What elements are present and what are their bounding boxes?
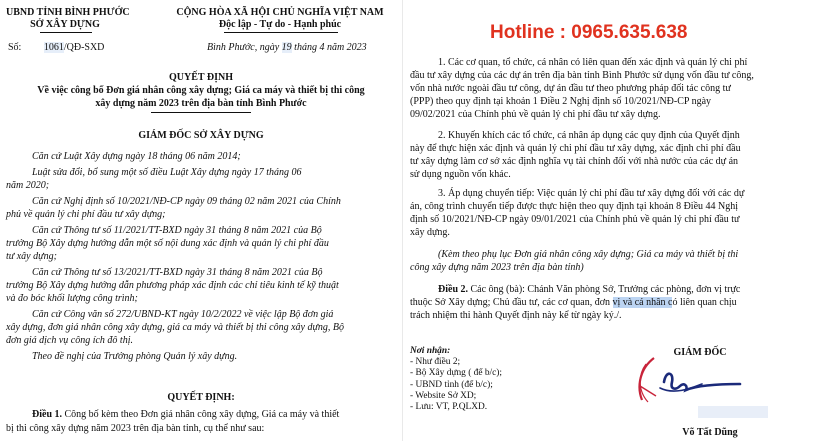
recipients-title: Nơi nhận: <box>410 346 451 356</box>
subject-underline <box>151 112 251 113</box>
article-1-line-2: bị thi công xây dựng năm 2023 trên địa bàn tỉnh, cụ thể như sau: <box>6 423 265 434</box>
transition-paragraph: 3. Áp dụng chuyển tiếp: Việc quản lý chi phí đầu tư xây dựng đối với các dự án, công trình chuyển tiếp được thực hiện theo quy định tại khoản 8 Điều 44 Nghị định số 10/2021/NĐ-CP ngày 09/01/2021 của Chính phủ về quản lý chi phí đầu tư xây dựng. <box>410 188 745 238</box>
appendix-note: (Kèm theo phụ lục Đơn giá nhân công xây dựng; Giá ca máy và thiết bị thi công xây dựng năm 2023 trên địa bàn tỉnh) <box>410 249 739 273</box>
recipient-item: - Như điều 2; <box>410 357 461 368</box>
legal-basis <box>6 150 400 363</box>
scope-paragraph-1: 1. Các cơ quan, tổ chức, cá nhân có liên quan đến xác định và quản lý chi phí đầu tư xây dựng của các dự án trên địa bàn tỉnh Bình Phước sử dụng vốn đầu tư công, vốn nhà nước ngoài đầu tư công, dự án đầu tư theo phương pháp đối tác công tư (PPP) theo quy định tại khoản 1 Điều 2 Nghị định số 10/2021/NĐ-CP ngày 09/02/2021 của Chính phủ về quản lý chi phí đầu tư xây dựng. <box>410 57 754 120</box>
signature-scribble-icon <box>660 374 740 391</box>
article-2: Điều 2. Các ông (bà): Chánh Văn phòng Sở, Trưởng các phòng, đơn vị trực thuộc Sở Xây dựng; Chủ đầu tư, các cơ quan, đơn vị và cá nhân có liên quan chịu trách nhiệm thi hành Quyết định này kể từ ngày ký./. <box>410 284 741 321</box>
doc-no-value: 1061 <box>43 42 64 53</box>
hotline-banner: Hotline : 0965.635.638 <box>490 22 688 43</box>
decision-heading: QUYẾT ĐỊNH <box>169 72 233 83</box>
recipients-block <box>410 346 502 413</box>
agency-parent: UBND TỈNH BÌNH PHƯỚC <box>6 7 130 18</box>
date-suffix: tháng 4 năm 2023 <box>291 42 367 53</box>
basis-2: Luật sửa đổi, bổ sung một số điều Luật Xây dựng ngày 17 tháng 06 năm 2020; <box>6 167 302 191</box>
recipient-item: - Website Sở XD; <box>410 390 477 401</box>
doc-no-suffix: /QĐ-SXD <box>63 42 105 53</box>
signer-title: GIÁM ĐỐC <box>673 347 727 358</box>
seal-stamp-icon <box>640 358 656 402</box>
basis-4: Căn cứ Thông tư số 11/2021/TT-BXD ngày 31 tháng 8 năm 2021 của Bộ trưởng Bộ Xây dựng hướng dẫn một số nội dung xác định và quản lý chi phí đầu tư xây dựng; <box>6 225 329 262</box>
nation-title: CỘNG HÒA XÃ HỘI CHỦ NGHĨA VIỆT NAM <box>176 7 384 18</box>
document-number <box>8 42 104 53</box>
nation-motto: Độc lập - Tự do - Hạnh phúc <box>218 19 342 30</box>
official-seal-and-signature <box>636 356 786 424</box>
signer-name: Võ Tất Dũng <box>682 427 738 438</box>
basis-5: Căn cứ Thông tư số 13/2021/TT-BXD ngày 31 tháng 8 năm 2021 của Bộ trưởng Bộ Xây dựng hướng dẫn phương pháp xác định các chỉ tiêu kinh tế kỹ thuật và đo bóc khối lượng công trình; <box>6 267 339 304</box>
scope-paragraph-2: 2. Khuyến khích các tổ chức, cá nhân áp dụng các quy định của Quyết định này để thực hiện xác định và quản lý chi phí đầu tư xây dựng, xác định chi phí đầu tư xây dựng làm cơ sở xác định nghĩa vụ tài chính đối với nhà nước của các dự án sử dụng nguồn vốn khác. <box>410 130 741 180</box>
recipient-item: - Lưu: VT, P.QLXD. <box>410 402 488 413</box>
basis-7: Theo đề nghị của Trưởng phòng Quản lý xây dựng. <box>32 351 238 362</box>
decides-heading: QUYẾT ĐỊNH: <box>167 392 235 403</box>
date-day: 19 <box>281 42 292 53</box>
basis-3: Căn cứ Nghị định số 10/2021/NĐ-CP ngày 09 tháng 02 năm 2021 của Chính phủ về quản lý chi phí đầu tư xây dựng; <box>6 196 341 220</box>
page-divider <box>402 0 403 441</box>
agency-name: SỞ XÂY DỰNG <box>30 19 100 30</box>
date-prefix: Bình Phước, ngày <box>207 42 282 53</box>
article-1-line-1: Điều 1. Công bố kèm theo Đơn giá nhân công xây dựng, Giá ca máy và thiết <box>32 409 340 420</box>
motto-underline <box>224 32 338 33</box>
doc-no-prefix: Số: <box>8 42 22 53</box>
decision-subject-line-1: Về việc công bố Đơn giá nhân công xây dựng; Giá ca máy và thiết bị thi công <box>37 85 365 96</box>
article-1-label: Điều 1. <box>32 409 62 420</box>
agency-underline <box>40 32 92 33</box>
basis-6: Căn cứ Công văn số 272/UBND-KT ngày 10/2/2022 về việc lập Bộ đơn giá xây dựng, đơn giá nhân công xây dựng, giá ca máy và thiết bị thi công xây dựng, Bộ đơn giá dịch vụ công ích đô thị. <box>6 309 345 346</box>
article-2-label: Điều 2. <box>438 284 468 295</box>
recipient-item: - UBND tỉnh (để b/c); <box>410 379 493 390</box>
authority-title: GIÁM ĐỐC SỞ XÂY DỰNG <box>138 130 264 141</box>
decision-subject-line-2: xây dựng năm 2023 trên địa bàn tỉnh Bình Phước <box>95 98 307 109</box>
document-date <box>207 42 367 53</box>
recipient-item: - Bộ Xây dựng ( để b/c); <box>410 368 503 379</box>
selected-text-highlight[interactable]: vị và cá nhân c <box>612 297 673 308</box>
signature-caption-scan <box>698 406 768 418</box>
basis-1: Căn cứ Luật Xây dựng ngày 18 tháng 06 năm 2014; <box>32 151 241 162</box>
